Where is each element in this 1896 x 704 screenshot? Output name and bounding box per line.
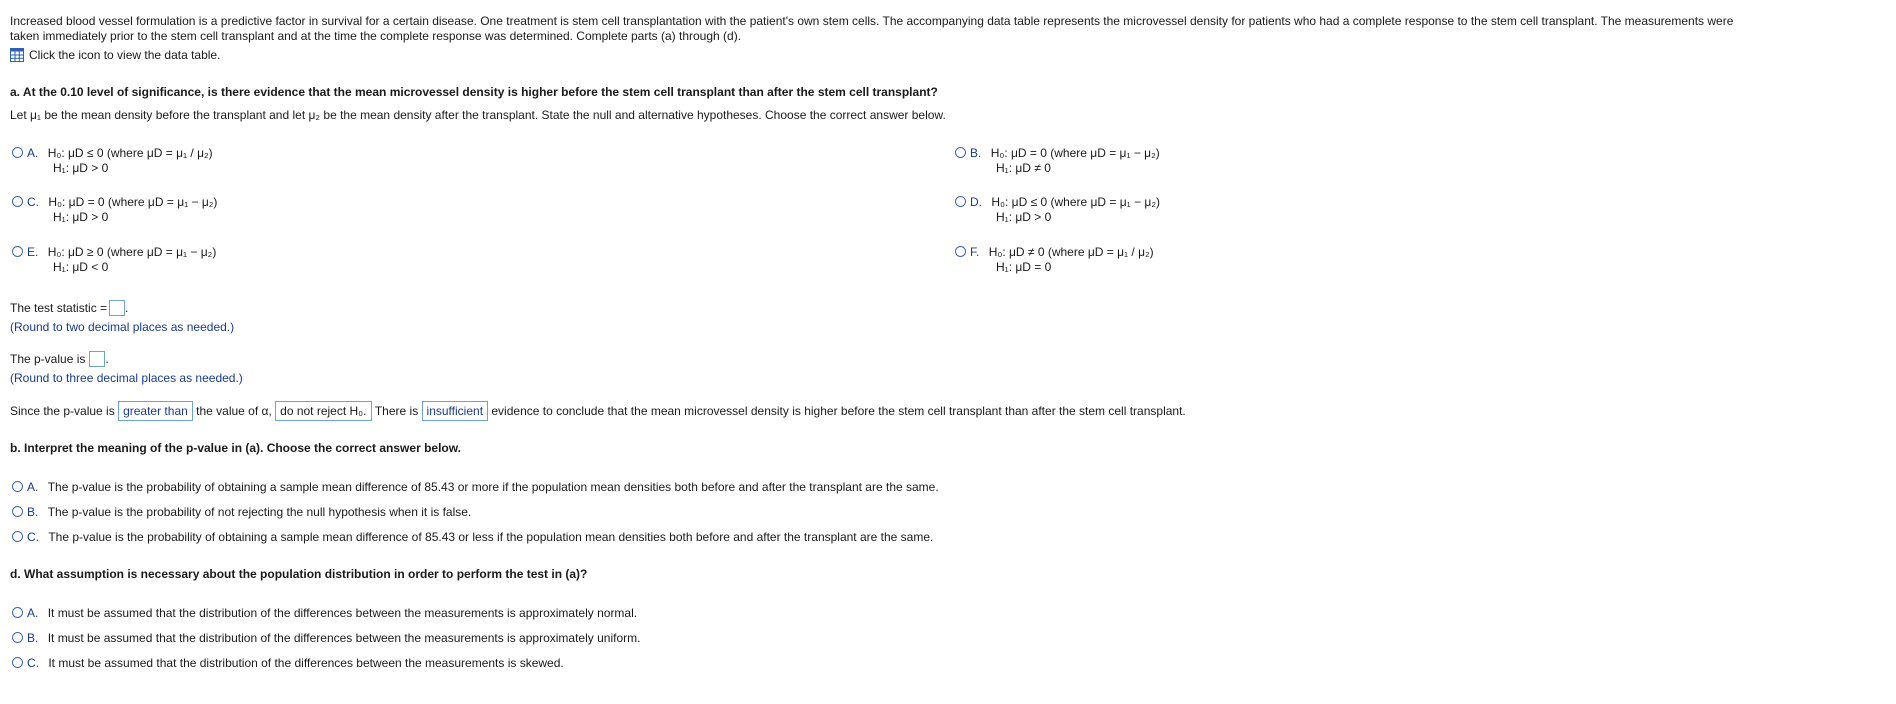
- option-h1: H₁: μD = 0: [996, 260, 1052, 274]
- conclusion-mid2: There is: [374, 404, 419, 418]
- option-text: It must be assumed that the distribution of the differences between the measurements is approximately normal.: [47, 606, 638, 620]
- option-h0: H₀: μD ≤ 0 (where μD = μ₁ − μ₂): [991, 195, 1160, 209]
- option-h1: H₁: μD < 0: [53, 260, 109, 274]
- hyp-option-e[interactable]: [12, 245, 216, 275]
- option-text: It must be assumed that the distribution of the differences between the measurements is skewed.: [48, 656, 564, 670]
- part-b-option-a[interactable]: [12, 480, 939, 495]
- radio-b[interactable]: [955, 147, 966, 158]
- conclusion-dropdown-decision[interactable]: do not reject H₀.: [275, 401, 371, 421]
- conclusion-sentence: [10, 401, 1186, 421]
- option-h0: H₀: μD ≠ 0 (where μD = μ₁ / μ₂): [988, 245, 1154, 259]
- option-h1: H₁: μD > 0: [53, 161, 109, 175]
- option-h0: H₀: μD ≥ 0 (where μD = μ₁ − μ₂): [47, 245, 217, 259]
- data-table-link[interactable]: [10, 48, 220, 63]
- radio-c[interactable]: [12, 196, 23, 207]
- option-letter: A.: [27, 146, 39, 160]
- conclusion-suffix: evidence to conclude that the mean microvessel density is higher before the stem cell transplant than after the stem cell transplant.: [491, 404, 1186, 418]
- radio-b-a[interactable]: [12, 481, 23, 492]
- option-h0: H₀: μD ≤ 0 (where μD = μ₁ / μ₂): [47, 146, 213, 160]
- option-letter: B.: [27, 505, 39, 519]
- option-letter: C.: [27, 530, 39, 544]
- pvalue-row: The p-value is .: [10, 352, 109, 366]
- intro-text-line2: taken immediately prior to the stem cell transplant and at the time the complete response was determined. Complete parts (a) through (d).: [10, 29, 742, 43]
- radio-a[interactable]: [12, 147, 23, 158]
- option-letter: B.: [27, 631, 39, 645]
- pvalue-label: The p-value is: [10, 352, 86, 366]
- part-d-option-c[interactable]: [12, 656, 564, 671]
- option-h1: H₁: μD > 0: [996, 210, 1052, 224]
- option-text: The p-value is the probability of obtaining a sample mean difference of 85.43 or less if the population mean densities both before and after the transplant are the same.: [48, 530, 934, 544]
- part-d-option-b[interactable]: [12, 631, 640, 646]
- option-letter: C.: [27, 656, 39, 670]
- option-text: The p-value is the probability of obtaining a sample mean difference of 85.43 or more if the population mean densities both before and after the transplant are the same.: [47, 480, 939, 494]
- test-statistic-label: The test statistic =: [10, 301, 108, 315]
- radio-d[interactable]: [955, 196, 966, 207]
- part-d-question: d. What assumption is necessary about the population distribution in order to perform the test in (a)?: [10, 567, 588, 581]
- option-letter: B.: [970, 146, 982, 160]
- option-letter: F.: [970, 245, 980, 259]
- radio-f[interactable]: [955, 246, 966, 257]
- hyp-option-f[interactable]: [955, 245, 1154, 275]
- data-table-link-text[interactable]: Click the icon to view the data table.: [29, 48, 221, 62]
- hyp-option-c[interactable]: [12, 195, 217, 225]
- option-h1: H₁: μD > 0: [53, 210, 109, 224]
- option-h0: H₀: μD = 0 (where μD = μ₁ − μ₂): [48, 195, 218, 209]
- part-b-option-b[interactable]: [12, 505, 471, 520]
- option-text: It must be assumed that the distribution of the differences between the measurements is approximately uniform.: [47, 631, 641, 645]
- part-b-question: b. Interpret the meaning of the p-value in (a). Choose the correct answer below.: [10, 441, 461, 455]
- conclusion-dropdown-evidence[interactable]: insufficient: [422, 401, 488, 421]
- intro-text-line1: Increased blood vessel formulation is a predictive factor in survival for a certain disease. One treatment is stem cell transplantation with the patient's own stem cells. The accompanying data table represents the microvessel density for patients who had a complete response to the stem cell transplant. The measurements were: [10, 14, 1734, 28]
- pvalue-input[interactable]: [89, 351, 105, 367]
- hyp-option-a[interactable]: [12, 146, 213, 176]
- hyp-option-d[interactable]: [955, 195, 1160, 225]
- part-b-option-c[interactable]: [12, 530, 933, 545]
- option-letter: A.: [27, 480, 39, 494]
- test-statistic-input[interactable]: [109, 300, 125, 316]
- radio-d-a[interactable]: [12, 607, 23, 618]
- data-table-icon[interactable]: [10, 48, 24, 62]
- part-a-question: a. At the 0.10 level of significance, is there evidence that the mean microvessel density is higher before the stem cell transplant than after the stem cell transplant?: [10, 85, 938, 99]
- conclusion-mid1: the value of α,: [196, 404, 272, 418]
- conclusion-prefix: Since the p-value is: [10, 404, 115, 418]
- radio-b-b[interactable]: [12, 506, 23, 517]
- radio-d-b[interactable]: [12, 632, 23, 643]
- option-letter: E.: [27, 245, 39, 259]
- option-letter: C.: [27, 195, 39, 209]
- option-h0: H₀: μD = 0 (where μD = μ₁ − μ₂): [990, 146, 1160, 160]
- test-statistic-row: The test statistic = .: [10, 301, 129, 315]
- test-statistic-hint: (Round to two decimal places as needed.): [10, 320, 235, 334]
- conclusion-dropdown-comparison[interactable]: greater than: [118, 401, 193, 421]
- part-d-option-a[interactable]: [12, 606, 637, 621]
- option-text: The p-value is the probability of not rejecting the null hypothesis when it is false.: [47, 505, 472, 519]
- option-h1: H₁: μD ≠ 0: [996, 161, 1051, 175]
- hyp-option-b[interactable]: [955, 146, 1160, 176]
- radio-e[interactable]: [12, 246, 23, 257]
- radio-b-c[interactable]: [12, 531, 23, 542]
- option-letter: A.: [27, 606, 39, 620]
- pvalue-hint: (Round to three decimal places as needed.): [10, 371, 243, 385]
- option-letter: D.: [970, 195, 982, 209]
- part-a-instruction: Let μ₁ be the mean density before the transplant and let μ₂ be the mean density after the transplant. State the null and alternative hypotheses. Choose the correct answer below.: [10, 108, 946, 122]
- radio-d-c[interactable]: [12, 657, 23, 668]
